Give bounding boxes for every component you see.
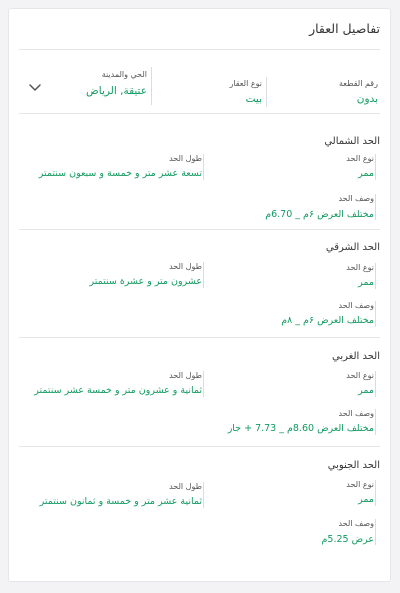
divider xyxy=(19,446,380,447)
divider xyxy=(375,480,376,506)
divider xyxy=(266,77,267,107)
boundary-type-value: ممر xyxy=(358,385,374,396)
chevron-down-icon[interactable] xyxy=(27,79,43,95)
boundary-length-label: طول الحد xyxy=(169,154,202,163)
divider xyxy=(375,519,376,545)
boundary-desc-value: مختلف العرض 8.60م _ 7.73 + جار xyxy=(227,423,374,434)
divider xyxy=(19,49,380,50)
boundary-length-label: طول الحد xyxy=(169,262,202,271)
boundary-length-value: ثمانية عشر متر و خمسة و ثمانون سنتمتر xyxy=(39,496,202,507)
divider xyxy=(375,154,376,180)
property-type-label: نوع العقار xyxy=(229,79,262,88)
divider xyxy=(203,262,204,288)
section-title-south: الحد الجنوبي xyxy=(327,460,380,471)
boundary-type-value: ممر xyxy=(358,168,374,179)
plot-number-label: رقم القطعة xyxy=(339,79,378,88)
plot-number-value: بدون xyxy=(356,93,378,105)
divider xyxy=(375,194,376,220)
boundary-length-label: طول الحد xyxy=(169,482,202,491)
boundary-length-value: عشرون متر و عشرة سنتمتر xyxy=(89,276,202,287)
divider xyxy=(203,371,204,397)
property-type-value: بيت xyxy=(245,93,262,105)
boundary-type-label: نوع الحد xyxy=(346,263,374,272)
boundary-type-label: نوع الحد xyxy=(346,371,374,380)
divider xyxy=(19,113,380,114)
boundary-desc-label: وصف الحد xyxy=(338,301,374,310)
boundary-length-value: ثمانية و عشرون متر و خمسة عشر سنتمتر xyxy=(34,385,202,396)
divider xyxy=(375,301,376,327)
boundary-desc-label: وصف الحد xyxy=(338,409,374,418)
district-city-label: الحي والمدينة xyxy=(101,70,147,79)
divider xyxy=(19,337,380,338)
property-details-card xyxy=(8,8,391,582)
boundary-desc-label: وصف الحد xyxy=(338,194,374,203)
boundary-length-label: طول الحد xyxy=(169,371,202,380)
page-title: تفاصيل العقار xyxy=(309,21,380,36)
divider xyxy=(375,371,376,397)
boundary-type-label: نوع الحد xyxy=(346,154,374,163)
divider xyxy=(151,67,152,105)
district-city-value: عتيقة, الرياض xyxy=(86,85,147,97)
boundary-desc-value: عرض 5.25م xyxy=(321,534,374,545)
boundary-length-value: تسعة عشر متر و خمسة و سبعون سنتمتر xyxy=(38,168,202,179)
boundary-desc-value: مختلف العرض ۶م _ 6.70م xyxy=(265,209,374,220)
section-title-north: الحد الشمالي xyxy=(324,136,380,147)
divider xyxy=(203,154,204,180)
boundary-desc-label: وصف الحد xyxy=(338,519,374,528)
divider xyxy=(375,263,376,289)
boundary-type-value: ممر xyxy=(358,277,374,288)
boundary-type-label: نوع الحد xyxy=(346,480,374,489)
section-title-west: الحد الغربي xyxy=(332,351,380,362)
boundary-desc-value: مختلف العرض ۶م _ ۸م xyxy=(281,315,374,326)
divider xyxy=(19,229,380,230)
divider xyxy=(203,482,204,508)
divider xyxy=(375,409,376,435)
boundary-type-value: ممر xyxy=(358,494,374,505)
section-title-east: الحد الشرقي xyxy=(325,242,380,253)
